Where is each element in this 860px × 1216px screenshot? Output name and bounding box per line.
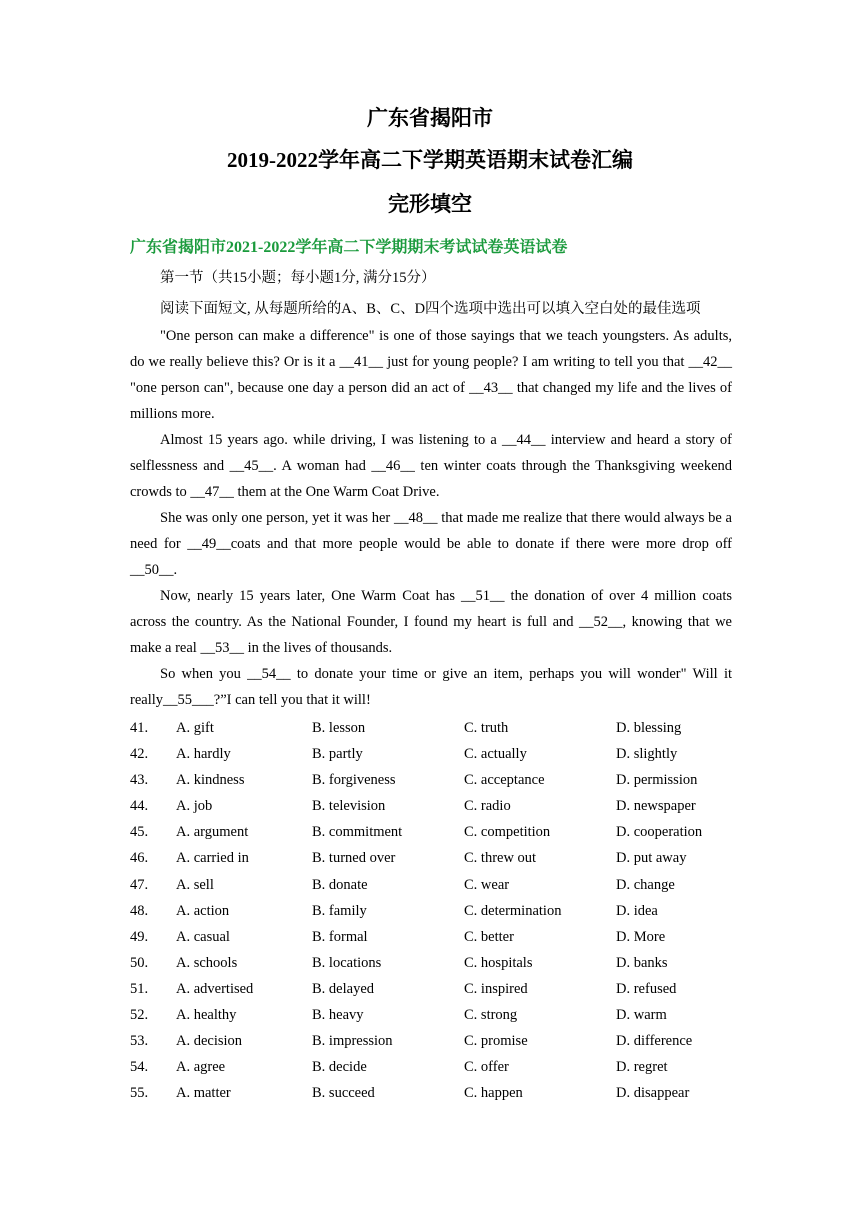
- passage-paragraph: She was only one person, yet it was her __48__ that made me realize that there would always be a need for __49__coats and that more people would be able to donate if there were more drop off __50__.: [130, 510, 732, 578]
- option-b: B. delayed: [312, 980, 375, 997]
- option-b: B. turned over: [312, 850, 396, 867]
- option-c: C. inspired: [464, 980, 528, 997]
- option-b: B. television: [312, 798, 386, 815]
- question-row: [130, 793, 750, 819]
- question-row: [130, 950, 750, 976]
- question-number: 43.: [130, 772, 149, 789]
- question-row: [130, 1028, 750, 1054]
- option-a: A. kindness: [176, 772, 245, 789]
- option-d: D. change: [616, 876, 675, 893]
- question-number: 51.: [130, 980, 149, 997]
- option-b: B. family: [312, 902, 367, 919]
- reading-instruction: 阅读下面短文, 从每题所给的A、B、C、D四个选项中选出可以填入空白处的最佳选项: [160, 301, 701, 317]
- option-c: C. hospitals: [464, 954, 533, 971]
- question-number: 54.: [130, 1059, 149, 1076]
- question-row: [130, 1002, 750, 1028]
- option-d: D. warm: [616, 1007, 667, 1024]
- option-c: C. truth: [464, 720, 509, 736]
- option-d: D. blessing: [616, 720, 682, 736]
- option-c: C. strong: [464, 1007, 518, 1024]
- option-c: C. better: [464, 928, 514, 945]
- option-a: A. action: [176, 902, 230, 919]
- question-row: [130, 845, 750, 871]
- passage-paragraph: So when you __54__ to donate your time or give an item, perhaps you will wonder" Will it really__55___?”I can tell you that it will!: [130, 666, 732, 708]
- passage-paragraph: Now, nearly 15 years later, One Warm Coat has __51__ the donation of over 4 million coats across the country. As the National Founder, I found my heart is full and __52__, knowing that we make a real __53__ in the lives of thousands.: [130, 588, 732, 656]
- question-number: 52.: [130, 1007, 149, 1024]
- question-number: 47.: [130, 876, 149, 893]
- option-c: C. threw out: [464, 850, 537, 867]
- question-row: [130, 715, 750, 741]
- option-d: D. disappear: [616, 1085, 690, 1102]
- option-a: A. carried in: [176, 850, 249, 867]
- question-row: [130, 767, 750, 793]
- option-d: D. difference: [616, 1033, 693, 1050]
- option-a: A. sell: [176, 876, 214, 893]
- option-a: A. hardly: [176, 746, 231, 763]
- option-d: D. banks: [616, 954, 668, 971]
- option-a: A. casual: [176, 928, 230, 945]
- option-d: D. slightly: [616, 746, 678, 763]
- option-c: C. acceptance: [464, 772, 545, 789]
- passage-paragraph: Almost 15 years ago. while driving, I was listening to a __44__ interview and heard a story of selflessness and __45__. A woman had __46__ ten winter coats through the Thanksgiving weekend crowds to __47__ them at the One Warm Coat Drive.: [130, 432, 732, 500]
- doc-title-region: 广东省揭阳市: [367, 106, 493, 130]
- doc-title-main: 2019-2022学年高二下学期英语期末试卷汇编: [227, 148, 633, 172]
- option-b: B. impression: [312, 1033, 393, 1050]
- option-a: A. healthy: [176, 1007, 237, 1024]
- option-a: A. schools: [176, 954, 238, 971]
- option-d: D. permission: [616, 772, 698, 789]
- option-b: B. decide: [312, 1059, 367, 1076]
- option-b: B. formal: [312, 928, 368, 945]
- doc-title-section: 完形填空: [388, 192, 472, 216]
- question-number: 48.: [130, 902, 149, 919]
- option-d: D. put away: [616, 850, 687, 867]
- option-c: C. radio: [464, 798, 511, 815]
- option-c: C. determination: [464, 902, 562, 919]
- option-c: C. actually: [464, 746, 527, 763]
- option-c: C. offer: [464, 1059, 509, 1076]
- question-row: [130, 741, 750, 767]
- option-b: B. locations: [312, 954, 382, 971]
- option-a: A. gift: [176, 720, 214, 736]
- option-b: B. commitment: [312, 824, 403, 841]
- question-row: [130, 898, 750, 924]
- cloze-passage: [130, 323, 732, 713]
- option-d: D. More: [616, 928, 666, 945]
- question-number: 46.: [130, 850, 149, 867]
- options-list: [130, 715, 750, 1106]
- question-number: 53.: [130, 1033, 149, 1050]
- question-number: 55.: [130, 1085, 149, 1102]
- question-number: 49.: [130, 928, 149, 945]
- option-c: C. happen: [464, 1085, 523, 1102]
- passage-paragraph: "One person can make a difference" is one of those sayings that we teach youngsters. As adults, do we really believe this? Or is it a __41__ just for young people? I am writing to tell you that __42__ "one person can", because one day a person did an act of __43__ that changed my life and the lives of millions more.: [130, 328, 732, 422]
- exam-subtitle: 广东省揭阳市2021-2022学年高二下学期期末考试试卷英语试卷: [130, 239, 568, 256]
- option-d: D. newspaper: [616, 798, 696, 815]
- option-b: B. donate: [312, 876, 368, 893]
- option-d: D. refused: [616, 980, 677, 997]
- option-a: A. matter: [176, 1085, 231, 1102]
- option-b: B. partly: [312, 746, 363, 763]
- question-row: [130, 819, 750, 845]
- question-number: 41.: [130, 720, 149, 736]
- question-row: [130, 976, 750, 1002]
- section-instruction: 第一节（共15小题；每小题1分, 满分15分）: [160, 270, 436, 286]
- question-row: [130, 924, 750, 950]
- option-c: C. wear: [464, 876, 510, 893]
- question-number: 45.: [130, 824, 149, 841]
- option-a: A. advertised: [176, 980, 254, 997]
- option-d: D. cooperation: [616, 824, 703, 841]
- question-number: 50.: [130, 954, 149, 971]
- question-row: [130, 872, 750, 898]
- option-a: A. decision: [176, 1033, 243, 1050]
- option-c: C. competition: [464, 824, 551, 841]
- option-d: D. idea: [616, 902, 658, 919]
- option-b: B. lesson: [312, 720, 366, 736]
- question-row: [130, 1054, 750, 1080]
- option-a: A. argument: [176, 824, 249, 841]
- question-number: 42.: [130, 746, 149, 763]
- option-c: C. promise: [464, 1033, 528, 1050]
- question-number: 44.: [130, 798, 149, 815]
- question-row: [130, 1080, 750, 1106]
- option-b: B. heavy: [312, 1007, 364, 1024]
- option-d: D. regret: [616, 1059, 668, 1076]
- option-a: A. agree: [176, 1059, 226, 1076]
- option-b: B. succeed: [312, 1085, 375, 1102]
- option-a: A. job: [176, 798, 213, 815]
- option-b: B. forgiveness: [312, 772, 396, 789]
